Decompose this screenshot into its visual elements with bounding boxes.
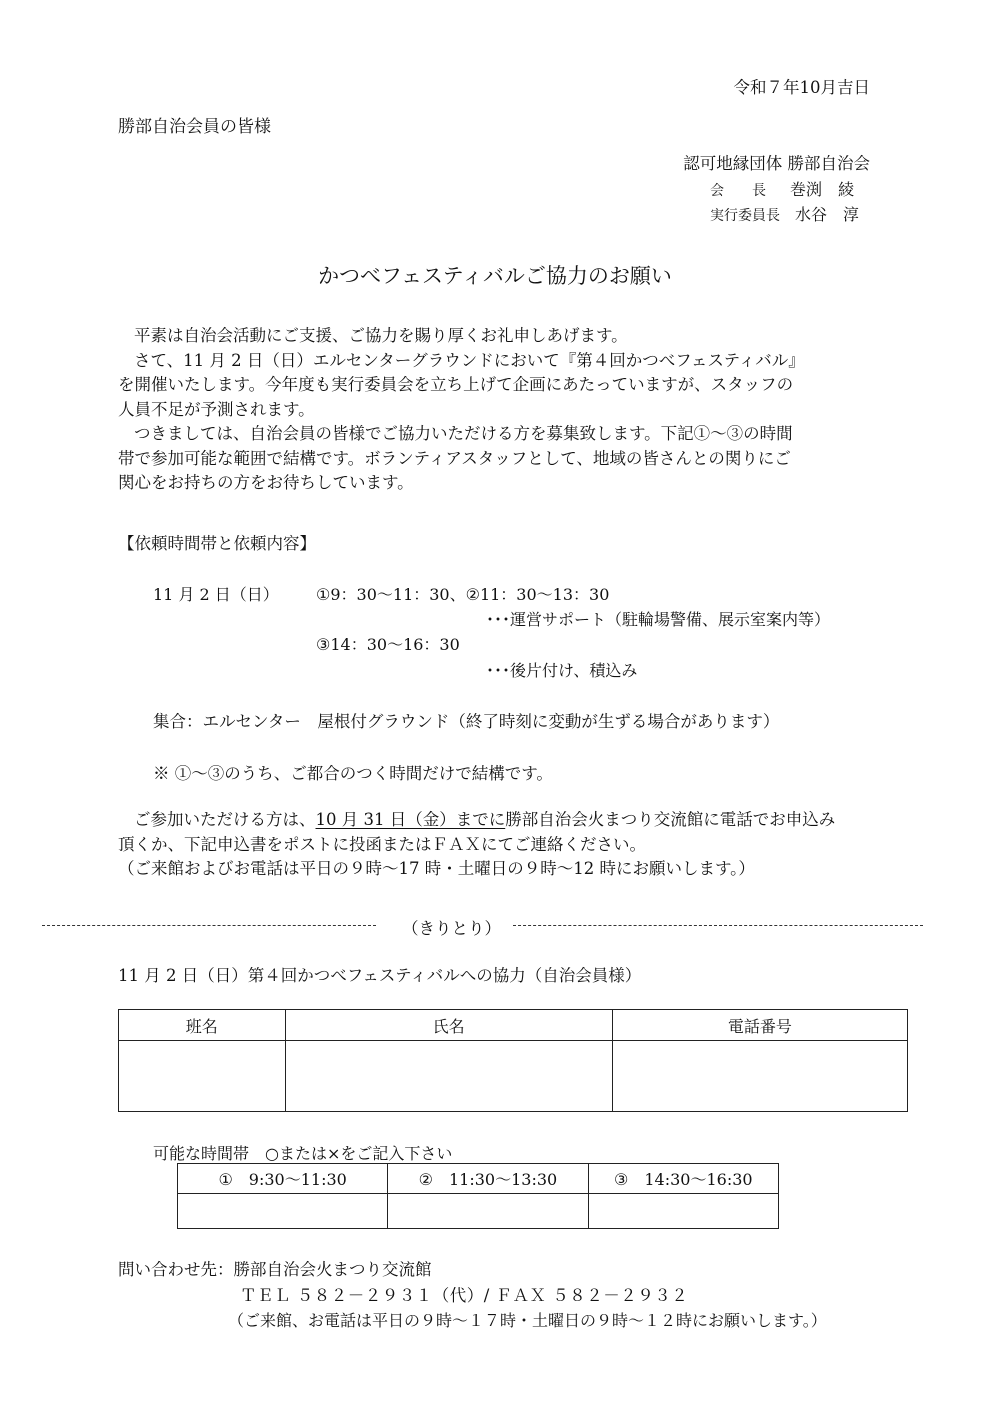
slot-header-1: ① 9:30～11:30 [178,1164,388,1194]
group-input-cell[interactable] [119,1041,286,1112]
time-availability-label: 可能な時間帯 ○または×をご記入下さい [153,1144,453,1163]
slot-2-input-cell[interactable] [388,1194,588,1229]
sender-exec-title: 実行委員長 [710,208,780,224]
column-header-name: 氏名 [285,1010,612,1041]
form-heading: 11 月 2 日（日）第４回かつべフェスティバルへの協力（自治会員様） [118,966,642,985]
contact-label: 問い合わせ先：勝部自治会火まつり交流館 [118,1260,432,1279]
request-date: 11 月 2 日（日） [153,585,279,604]
sender-organization: 認可地縁団体 勝部自治会 [683,154,870,173]
document-date: 令和７年10月吉日 [733,78,870,97]
paragraph-greeting: 平素は自治会活動にご支援、ご協力を賜り厚くお礼申しあげます。 [134,326,628,345]
apply-line1-pre: ご参加いただける方は、 [134,810,316,829]
body-text [118,324,878,496]
apply-line1 [118,808,878,833]
contact-hours: （ご来館、お電話は平日の９時～１７時・土曜日の９時～１２時にお願いします。） [228,1311,827,1330]
slot-3-input-cell[interactable] [588,1194,778,1229]
deadline: 10 月 31 日（金）までに [315,810,506,829]
time-slot-3: ③14：30～16：30 [316,635,460,654]
column-header-group: 班名 [119,1010,286,1041]
paragraph-recruit-line1: つきましては、自治会員の皆様でご協力いただける方を募集致します。下記①～③の時間 [134,424,793,443]
cut-line-left [42,925,376,926]
time-availability-table [177,1163,779,1229]
sender-chair-name: 巻渕 綾 [790,180,855,199]
page-title: かつべフェスティバルご協力のお願い [318,264,672,288]
paragraph-event-line2: を開催いたします。今年度も実行委員会を立ち上げて企画にあたっていますが、スタッフの [118,375,794,394]
slot-header-3: ③ 14:30～16:30 [588,1164,778,1194]
contact-phone-fax: ＴＥＬ ５８２－２９３１（代）/ ＦＡＸ ５８２－２９３２ [240,1286,689,1305]
paragraph-recruit-line3: 関心をお持ちの方をお待ちしています。 [118,473,414,492]
slot-1-input-cell[interactable] [178,1194,388,1229]
phone-input-cell[interactable] [612,1041,907,1112]
slot-header-2: ② 11:30～13:30 [388,1164,588,1194]
paragraph-event-line3: 人員不足が予測されます。 [118,399,315,419]
sender-chair-title: 会 長 [710,183,766,199]
cut-label: （きりとり） [402,919,501,938]
apply-line3: （ご来館およびお電話は平日の９時～17 時・土曜日の９時～12 時にお願いします。） [118,859,755,878]
sender-executive [710,202,859,225]
request-heading: 【依頼時間帯と依頼内容】 [118,534,316,553]
task-3: ･･･後片付け、積込み [486,661,638,680]
application-instructions [118,808,878,882]
paragraph-recruit-line2: 帯で参加可能な範囲で結構です。ボランティアスタッフとして、地域の皆さんとの関りにご [118,448,791,468]
task-1-2: ･･･運営サポート（駐輪場警備、展示室案内等） [486,610,831,629]
apply-line2: 頂くか、下記申込書をポストに投函またはＦＡＸにてご連絡ください。 [118,834,646,854]
paragraph-event-line1: さて、11 月 2 日（日）エルセンターグラウンドにおいて『第４回かつべフェスティバル』 [134,350,805,370]
time-slots-1-2: ①9：30～11：30、②11：30～13：30 [316,585,610,604]
sender-exec-name: 水谷 淳 [795,205,860,224]
apply-line1-post: 勝部自治会火まつり交流館に電話でお申込み [505,810,836,829]
column-header-phone: 電話番号 [612,1010,907,1041]
cut-line-right [513,925,923,926]
name-input-cell[interactable] [285,1041,612,1112]
time-note: ※ ①～③のうち、ご都合のつく時間だけで結構です。 [153,764,553,783]
addressee: 勝部自治会員の皆様 [118,117,271,137]
meeting-place: 集合：エルセンター 屋根付グラウンド（終了時刻に変動が生ずる場合があります） [153,712,780,731]
applicant-table [118,1009,908,1112]
sender-chair [710,177,854,200]
